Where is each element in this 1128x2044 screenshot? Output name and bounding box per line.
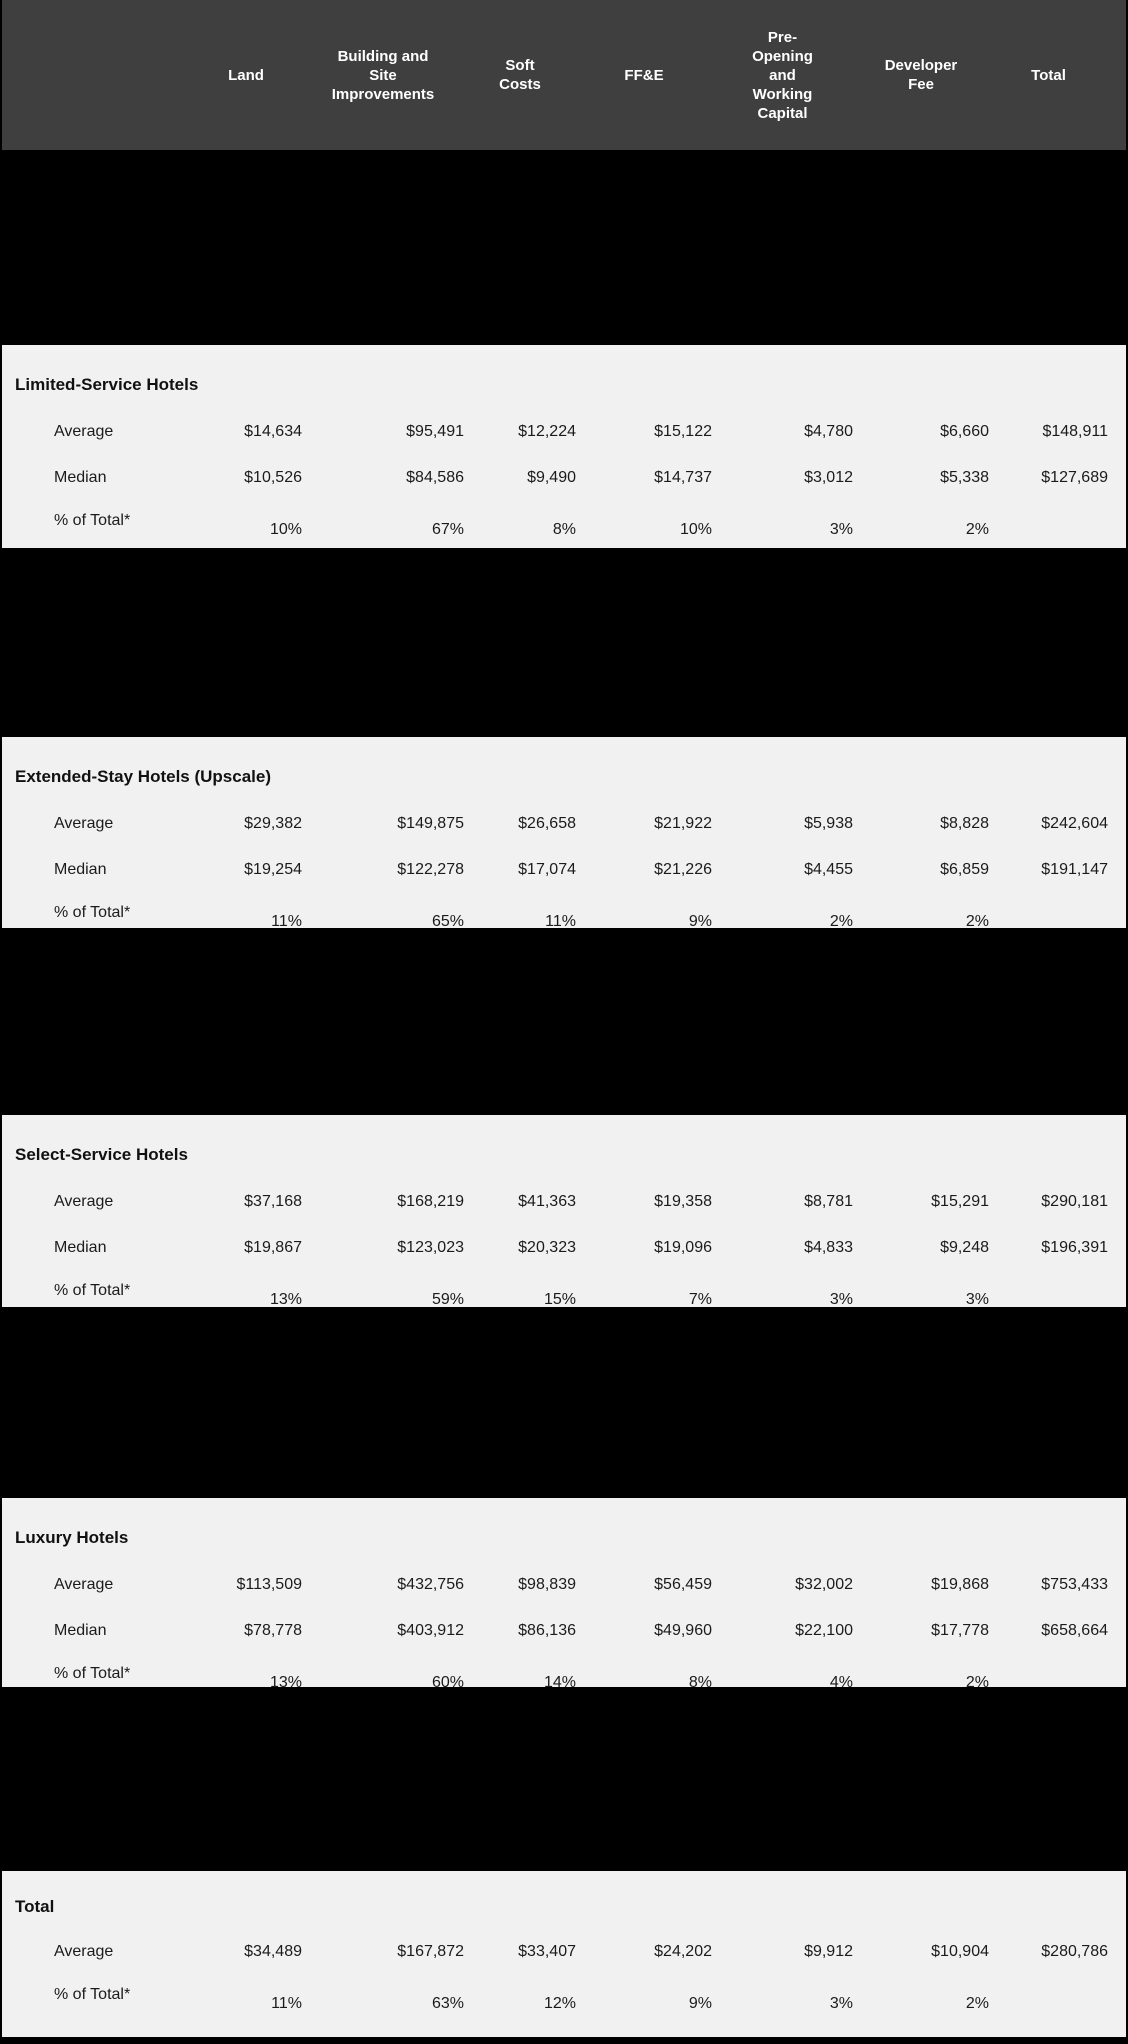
row-label: Median [54,1239,107,1256]
cell-value: $37,168 [244,1193,302,1210]
cell-value: $149,875 [397,815,464,832]
cell-value: $19,254 [244,861,302,878]
cell-value: $8,781 [804,1193,853,1210]
column-header-total [989,66,1108,85]
cell-value: $196,391 [1041,1239,1108,1256]
row-label: % of Total* [54,512,131,529]
cell-value: 10% [679,521,712,538]
redacted-block [0,1307,1128,1498]
cell-value: $5,338 [940,469,989,486]
cell-value: $290,181 [1041,1193,1108,1210]
table-row [2,455,1126,501]
cell-value: $123,023 [397,1239,464,1256]
cell-value: $9,490 [527,469,576,486]
cell-value: $19,868 [931,1576,989,1593]
section-extended-stay-hotels [2,737,1126,928]
cell-value: $33,407 [518,1943,576,1960]
column-header-building-site-improvements [302,47,464,104]
cell-value: $15,122 [654,423,712,440]
cell-value: $95,491 [406,423,464,440]
cell-value: $4,833 [804,1239,853,1256]
cell-value: $3,012 [804,469,853,486]
cell-value: $14,634 [244,423,302,440]
column-header-label: Building and Site Improvements [331,47,435,103]
table-row [2,409,1126,455]
cell-value: $86,136 [518,1622,576,1639]
cell-value: 13% [269,1291,302,1307]
cell-value: $32,002 [795,1576,853,1593]
cell-value: $14,737 [654,469,712,486]
table-row [2,501,1126,541]
redacted-block [0,150,1128,345]
column-header-label: Land [228,66,264,84]
table-row [2,1929,1126,1975]
cell-value: 9% [688,913,712,928]
column-header-soft-costs [464,56,576,94]
cell-value: $122,278 [397,861,464,878]
cell-value: $403,912 [397,1622,464,1639]
cell-value: $98,839 [518,1576,576,1593]
cell-value: 2% [965,1674,989,1687]
cell-value: $9,912 [804,1943,853,1960]
row-label: Median [54,469,107,486]
cell-value: $84,586 [406,469,464,486]
section-limited-service-hotels [2,345,1126,548]
cell-value: $26,658 [518,815,576,832]
section-title: Select-Service Hotels [15,1145,188,1164]
cell-value: $19,096 [654,1239,712,1256]
cell-value: $10,904 [931,1943,989,1960]
cell-value: 4% [829,1674,853,1687]
row-label: Average [54,815,114,832]
table-row [2,847,1126,893]
cell-value: 59% [431,1291,464,1307]
cell-value: $127,689 [1041,469,1108,486]
cell-value: $432,756 [397,1576,464,1593]
cell-value: $22,100 [795,1622,853,1639]
redacted-block [0,1687,1128,1871]
cell-value: 8% [552,521,576,538]
cell-value: $242,604 [1041,815,1108,832]
cell-value: $6,859 [940,861,989,878]
row-label: % of Total* [54,1665,131,1682]
row-label: Average [54,1943,114,1960]
row-label: Median [54,1622,107,1639]
cell-value: $167,872 [397,1943,464,1960]
cell-value: 67% [431,521,464,538]
row-label: Median [54,861,107,878]
cell-value: 65% [431,913,464,928]
cell-value: 3% [829,521,853,538]
table-row [2,1608,1126,1654]
cell-value: $4,455 [804,861,853,878]
section-title: Limited-Service Hotels [15,375,199,394]
cell-value: $20,323 [518,1239,576,1256]
table-row [2,1654,1126,1687]
redacted-block [0,928,1128,1115]
cell-value: 2% [965,1995,989,2012]
column-header-label: Total [1031,66,1066,84]
cell-value: $17,778 [931,1622,989,1639]
cell-value: $4,780 [804,423,853,440]
cell-value: $56,459 [654,1576,712,1593]
cell-value: $21,226 [654,861,712,878]
cell-value: $113,509 [236,1576,302,1593]
redacted-block [0,2037,1128,2044]
column-header-land [190,66,302,85]
section-total [2,1871,1126,2037]
cell-value: $280,786 [1041,1943,1108,1960]
cell-value: $10,526 [244,469,302,486]
cell-value: 13% [269,1674,302,1687]
row-label: % of Total* [54,1282,131,1299]
cell-value: $6,660 [940,423,989,440]
column-header-pre-opening-working-capital [712,28,853,123]
cell-value: 3% [829,1291,853,1307]
row-label: Average [54,1193,114,1210]
section-luxury-hotels [2,1498,1126,1687]
cell-value: $168,219 [397,1193,464,1210]
table-header-row [2,0,1126,150]
row-label: Average [54,423,114,440]
section-title: Extended-Stay Hotels (Upscale) [15,767,272,786]
cell-value: $17,074 [518,861,576,878]
table-row [2,1975,1126,2015]
cell-value: $24,202 [654,1943,712,1960]
cell-value: $5,938 [804,815,853,832]
column-header-label: Developer Fee [884,57,958,93]
row-label: % of Total* [54,1986,131,2003]
cell-value: 10% [269,521,302,538]
cell-value: $191,147 [1041,861,1108,878]
cell-value: $12,224 [518,423,576,440]
cell-value: 12% [543,1995,576,2012]
cell-value: 15% [543,1291,576,1307]
cell-value: $658,664 [1041,1622,1108,1639]
cell-value: $8,828 [940,815,989,832]
table-row [2,1179,1126,1225]
column-header-ffe [576,66,712,85]
cell-value: $41,363 [518,1193,576,1210]
cell-value: 3% [829,1995,853,2012]
cell-value: 2% [965,521,989,538]
redacted-block [0,548,1128,737]
cell-value: 8% [688,1674,712,1687]
cell-value: $19,358 [654,1193,712,1210]
cell-value: 63% [431,1995,464,2012]
cell-value: $34,489 [244,1943,302,1960]
cell-value: $753,433 [1041,1576,1108,1593]
cell-value: 11% [545,913,576,928]
table-row [2,1271,1126,1307]
column-header-label: FF&E [624,66,664,84]
section-title: Total [15,1897,55,1916]
table-row [2,1225,1126,1271]
column-header-developer-fee [853,56,989,94]
cell-value: 2% [829,913,853,928]
cell-value: 11% [271,913,302,928]
cell-value: $19,867 [244,1239,302,1256]
table-row [2,1562,1126,1608]
cell-value: $15,291 [931,1193,989,1210]
cell-value: 7% [688,1291,712,1307]
cell-value: $49,960 [654,1622,712,1639]
section-select-service-hotels [2,1115,1126,1307]
cell-value: 14% [543,1674,576,1687]
cell-value: $21,922 [654,815,712,832]
column-header-label: Soft Costs [499,57,541,93]
cell-value: 3% [965,1291,989,1307]
section-title: Luxury Hotels [15,1528,129,1547]
table-row [2,893,1126,928]
cell-value: 9% [688,1995,712,2012]
cell-value: $9,248 [940,1239,989,1256]
cell-value: 2% [965,913,989,928]
row-label: Average [54,1576,114,1593]
cell-value: $78,778 [244,1622,302,1639]
cell-value: 60% [431,1674,464,1687]
table-row [2,801,1126,847]
cell-value: $29,382 [244,815,302,832]
cell-value: 11% [271,1995,302,2012]
row-label: % of Total* [54,904,131,921]
cell-value: $148,911 [1042,423,1108,440]
column-header-label: Pre-Opening and Working Capital [752,28,813,122]
